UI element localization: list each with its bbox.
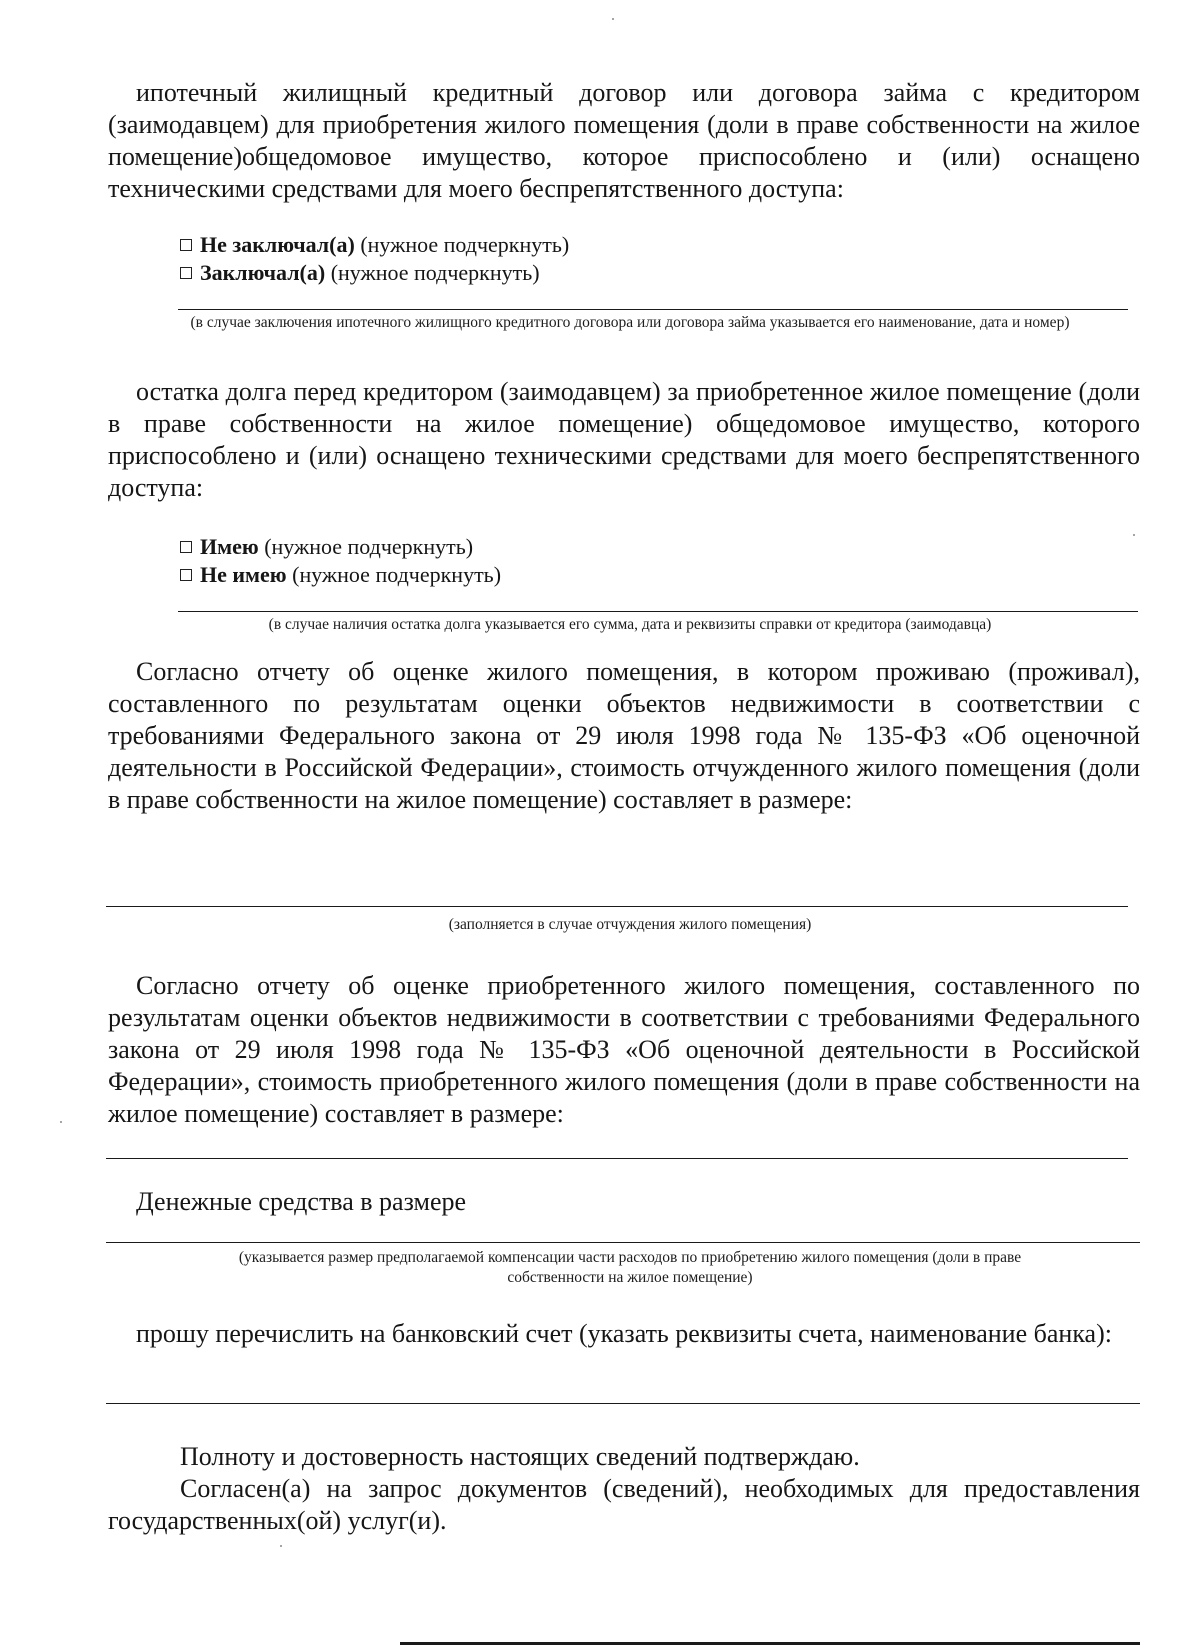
- checkbox-icon[interactable]: [180, 541, 192, 553]
- checkbox-icon[interactable]: [180, 267, 192, 279]
- alienated-hint: (заполняется в случае отчуждения жилого помещения): [448, 916, 812, 933]
- debt-paragraph: остатка долга перед кредитором (заимодавцем) за приобретенное жилое помещение (доли в праве собственности на жилое помещение) общедомовое имущество, которого приспособлено и (или) оснащено техническими средствами для моего беспрепятственного доступа:: [108, 377, 1140, 502]
- option-label: Заключал(а): [200, 260, 326, 285]
- option-label: Не заключал(а): [200, 232, 355, 257]
- option-not-have[interactable]: [180, 561, 501, 589]
- scan-speck: [612, 18, 614, 20]
- alienated-paragraph: Согласно отчету об оценке жилого помещения, в котором проживаю (проживал), составленного по результатам оценки объектов недвижимости в соответствии с требованиями Федерального закона от 29 июля 1998 года № 135-ФЗ «Об оценочной деятельности в Российской Федерации», стоимость отчужденного жилого помещения (доли в праве собственности на жилое помещение) составляет в размере:: [108, 657, 1140, 814]
- option-concluded[interactable]: [180, 259, 569, 287]
- closing-block: [108, 1441, 1140, 1537]
- option-label: Имею: [200, 534, 259, 559]
- acquired-fill-line[interactable]: [106, 1158, 1128, 1159]
- funds-fill-line[interactable]: [106, 1242, 1140, 1243]
- debt-paragraph-block: [108, 376, 1140, 504]
- option-label: Не имею: [200, 562, 287, 587]
- acquired-paragraph-block: [108, 970, 1140, 1130]
- mortgage-fill-line[interactable]: [178, 309, 1128, 310]
- funds-paragraph-block: [108, 1186, 1140, 1218]
- funds-hint: (указывается размер предполагаемой компенсации части расходов по приобретению жилого помещения (доли в праве собственности на жилое помещение): [238, 1249, 1022, 1286]
- acquired-paragraph: Согласно отчету об оценке приобретенного жилого помещения, составленного по результатам оценки объектов недвижимости в соответствии с требованиями Федерального закона от 29 июля 1998 года № 135-ФЗ «Об оценочной деятельности в Российской Федерации», стоимость приобретенного жилого помещения (доли в праве собственности на жилое помещение) составляет в размере:: [108, 971, 1140, 1128]
- scan-speck: [60, 1121, 62, 1123]
- option-have[interactable]: [180, 533, 501, 561]
- mortgage-paragraph: ипотечный жилищный кредитный договор или договора займа с кредитором (заимодавцем) для приобретения жилого помещения (доли в праве собственности на жилое помещение)общедомовое имущество, которое приспособлено и (или) оснащено техническими средствами для моего беспрепятственного доступа:: [108, 78, 1140, 203]
- confirmation-statement: Полноту и достоверность настоящих сведений подтверждаю.: [180, 1442, 860, 1471]
- mortgage-options: [180, 231, 569, 287]
- debt-options: [180, 533, 501, 589]
- scan-edge-line: [400, 1642, 1140, 1645]
- debt-fill-line[interactable]: [178, 611, 1138, 612]
- consent-statement: Согласен(а) на запрос документов (сведений), необходимых для предоставления государственных(ой) услуг(и).: [108, 1474, 1140, 1535]
- scan-speck: [1133, 534, 1135, 536]
- option-note: (нужное подчеркнуть): [292, 562, 502, 587]
- alienated-paragraph-block: [108, 656, 1140, 816]
- debt-hint: (в случае наличия остатка долга указывается его сумма, дата и реквизиты справки от кредитора (заимодавца): [268, 616, 992, 633]
- checkbox-icon[interactable]: [180, 239, 192, 251]
- option-note: (нужное подчеркнуть): [360, 232, 570, 257]
- funds-paragraph: Денежные средства в размере: [136, 1187, 467, 1216]
- mortgage-paragraph-block: [108, 77, 1140, 205]
- checkbox-icon[interactable]: [180, 569, 192, 581]
- option-note: (нужное подчеркнуть): [264, 534, 474, 559]
- mortgage-hint: (в случае заключения ипотечного жилищного кредитного договора или договора займа указывается его наименование, дата и номер): [190, 314, 1070, 331]
- bank-fill-line[interactable]: [106, 1403, 1140, 1404]
- option-note: (нужное подчеркнуть): [330, 260, 540, 285]
- bank-paragraph-block: [108, 1318, 1140, 1350]
- alienated-fill-line[interactable]: [106, 906, 1128, 907]
- option-not-concluded[interactable]: [180, 231, 569, 259]
- scan-speck: [280, 1545, 282, 1547]
- bank-paragraph: прошу перечислить на банковский счет (указать реквизиты счета, наименование банка):: [136, 1319, 1112, 1348]
